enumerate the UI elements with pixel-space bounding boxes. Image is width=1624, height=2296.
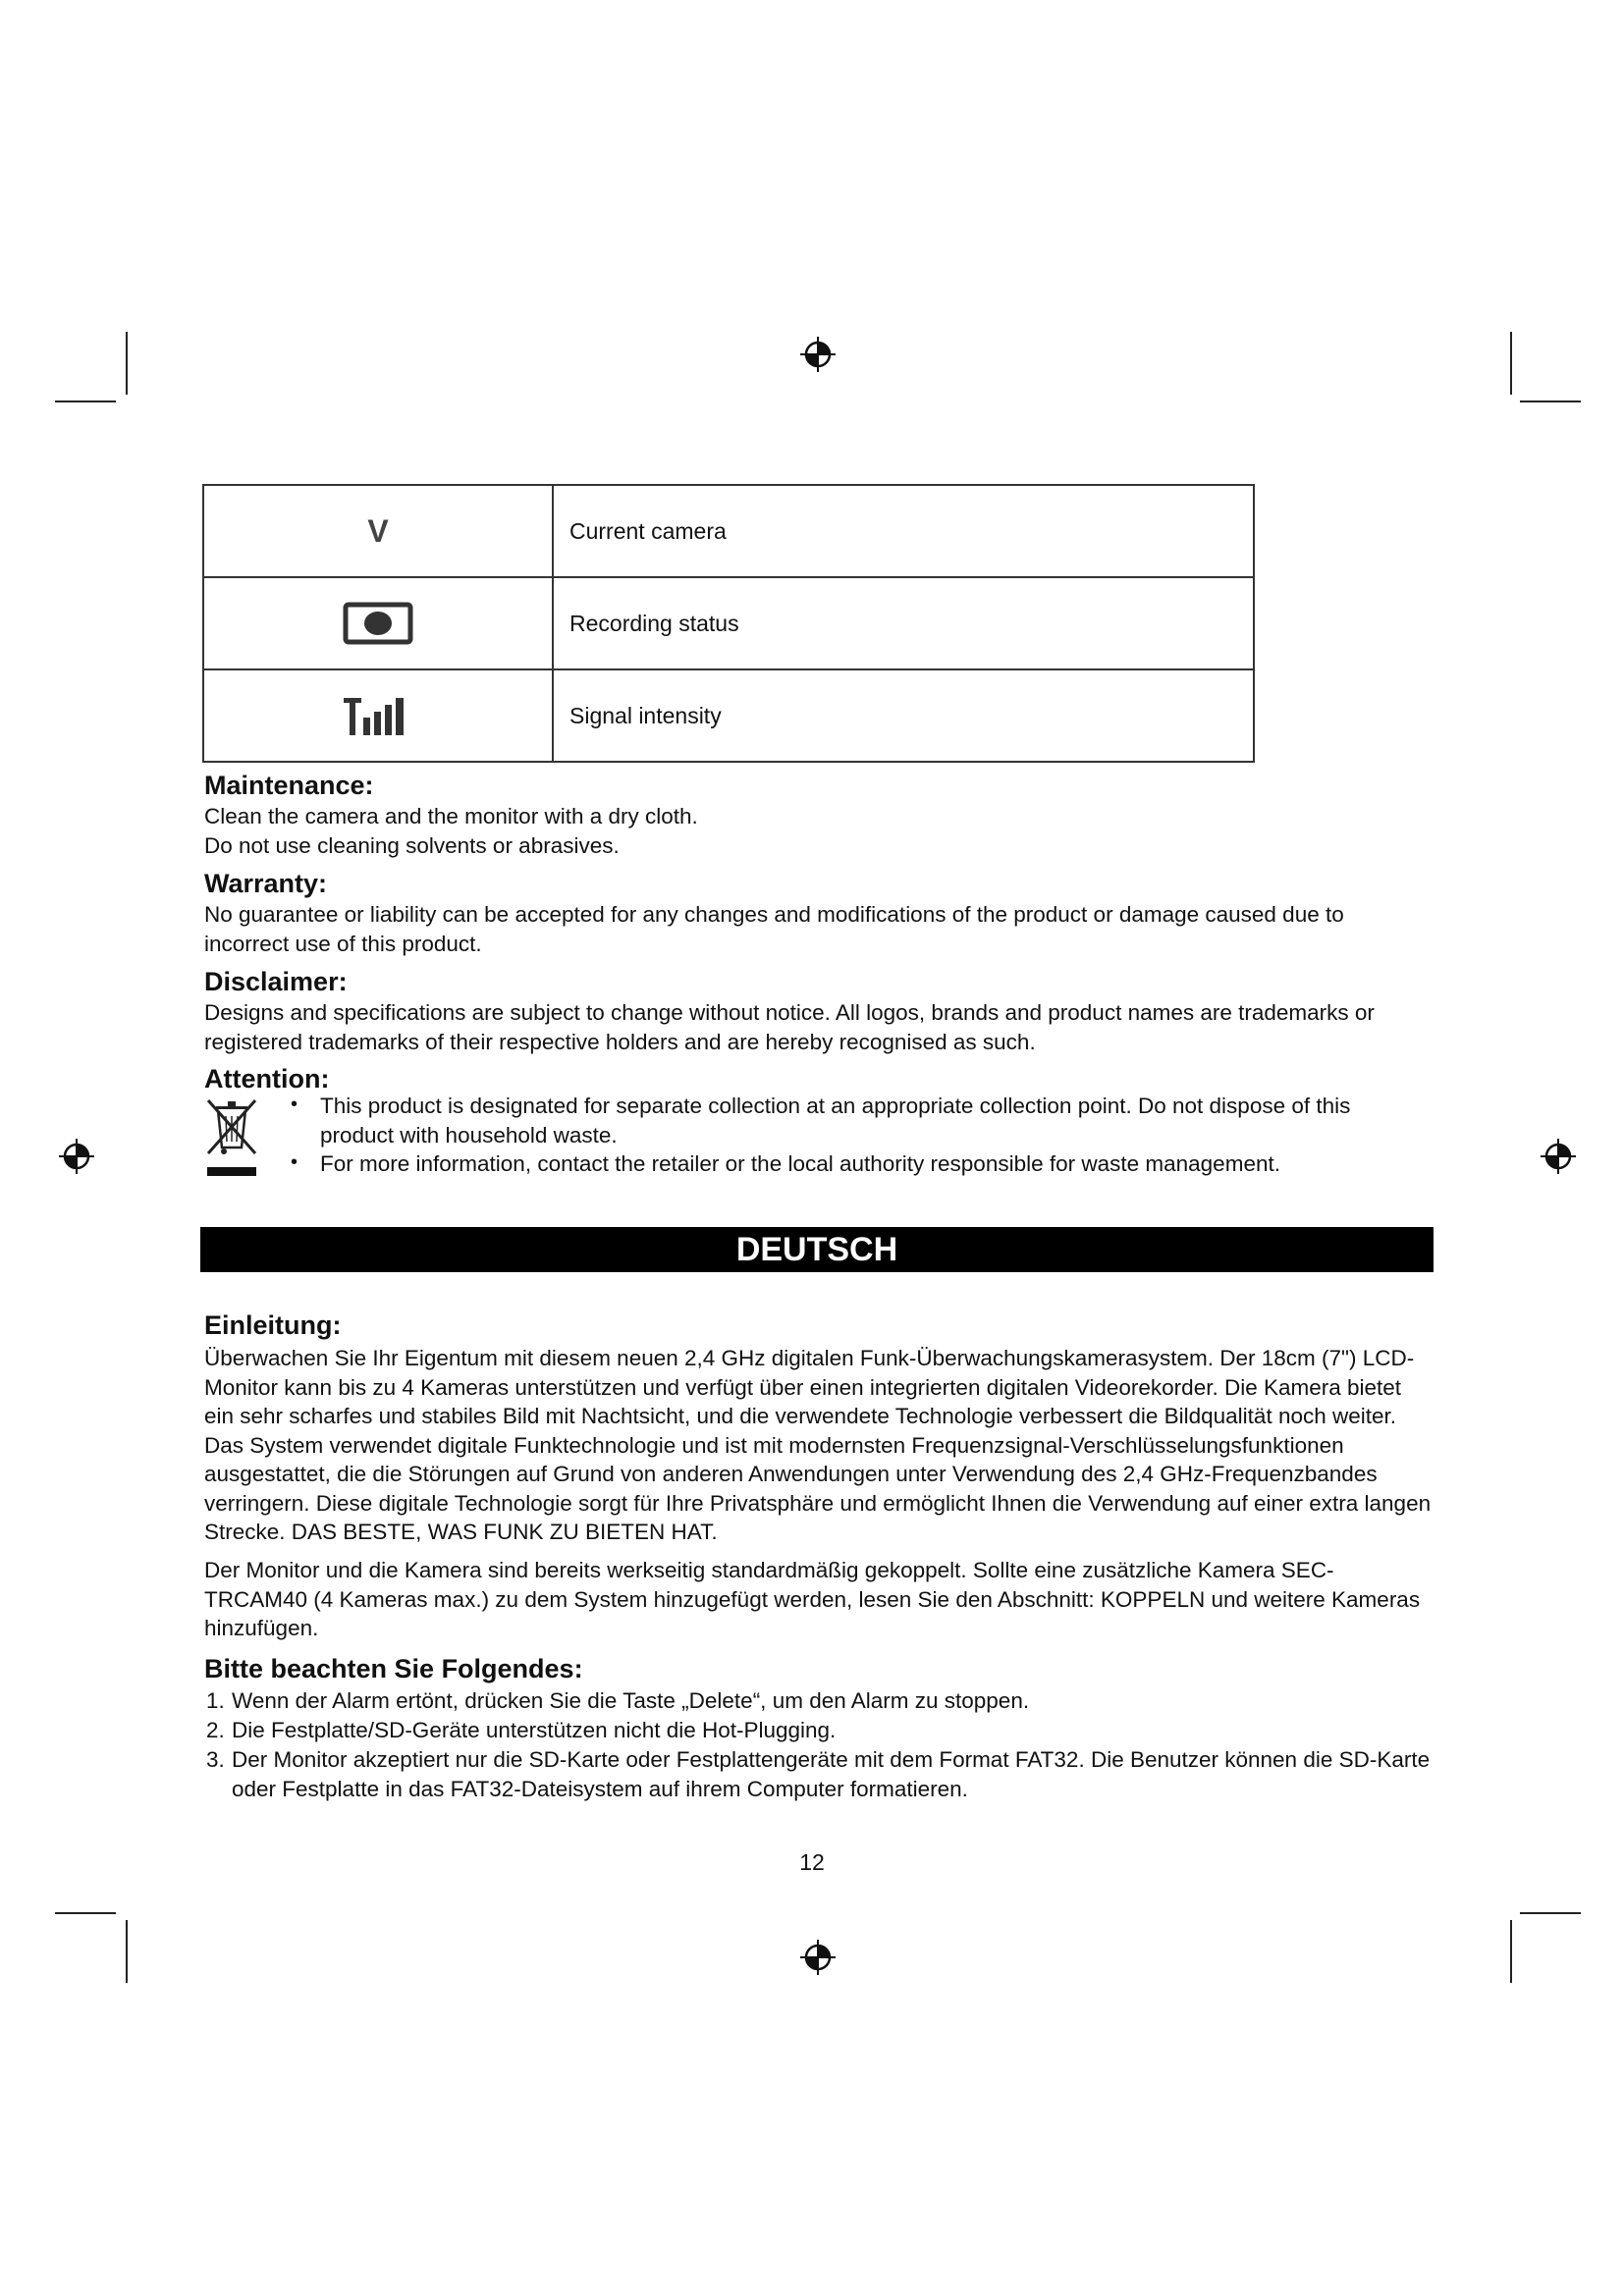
attention-bullet: This product is designated for separate collection at an appropriate collection point. Do not dispose of this product with household waste. (320, 1094, 1351, 1148)
bullet-icon: • (291, 1094, 298, 1115)
list-item: Die Festplatte/SD-Geräte unterstützen nicht die Hot-Plugging. (232, 1718, 837, 1742)
icon-description: Recording status (553, 577, 1254, 669)
registration-mark-icon (798, 1938, 838, 1977)
disclaimer-text: Designs and specifications are subject to change without notice. All logos, brands and product names are trademarks or registered trademarks of their respective holders and are hereby recognised as such. (204, 1000, 1375, 1054)
warranty-text: No guarantee or liability can be accepted for any changes and modifications of the product or damage caused due to incorrect use of this product. (204, 902, 1344, 956)
icon-description: Current camera (553, 485, 1254, 577)
crop-mark (126, 1920, 128, 1983)
list-item: Der Monitor akzeptiert nur die SD-Karte oder Festplattengeräte mit dem Format FAT32. Die Benutzer können die SD-Karte oder Festplatte in das FAT32-Dateisystem auf ihrem Computer formatieren. (232, 1747, 1431, 1801)
table-row (203, 577, 1254, 669)
list-number: 2. (206, 1718, 225, 1742)
crop-mark (1510, 332, 1512, 395)
bullet-icon: • (291, 1151, 298, 1173)
warranty-heading: Warranty: (204, 869, 328, 898)
maintenance-line: Do not use cleaning solvents or abrasives. (204, 833, 620, 858)
einleitung-heading: Einleitung: (204, 1310, 342, 1340)
icon-cell (203, 577, 553, 669)
list-item: Wenn der Alarm ertönt, drücken Sie die Taste „Delete“, um den Alarm zu stoppen. (232, 1688, 1030, 1713)
crop-mark (1510, 1920, 1512, 1983)
section-banner: DEUTSCH (200, 1227, 1434, 1272)
maintenance-heading: Maintenance: (204, 771, 374, 800)
page-number: 12 (799, 1849, 825, 1875)
crop-mark (126, 332, 128, 395)
attention-heading: Attention: (204, 1064, 330, 1094)
registration-mark-icon (1539, 1137, 1578, 1176)
crop-mark (55, 400, 116, 402)
disclaimer-heading: Disclaimer: (204, 967, 348, 996)
attention-bullet: For more information, contact the retailer or the local authority responsible for waste management. (320, 1151, 1280, 1176)
crop-mark (1520, 400, 1581, 402)
camera-v-icon: V (367, 512, 389, 549)
icon-legend-table (202, 484, 1255, 763)
record-icon (343, 602, 413, 645)
weee-bin-icon (204, 1096, 259, 1179)
signal-icon (342, 694, 414, 737)
registration-mark-icon (57, 1137, 96, 1176)
table-row (203, 485, 1254, 577)
list-number: 3. (206, 1747, 225, 1772)
icon-cell (203, 485, 553, 577)
registration-mark-icon (798, 335, 838, 374)
einleitung-paragraph: Der Monitor und die Kamera sind bereits werkseitig standardmäßig gekoppelt. Sollte eine zusätzliche Kamera SEC-TRCAM40 (4 Kameras max.) zu dem System hinzugefügt werden, lesen Sie den Abschnitt: KOPPELN und weitere Kameras hinzufügen. (204, 1558, 1421, 1640)
list-number: 1. (206, 1688, 225, 1713)
icon-description: Signal intensity (553, 669, 1254, 762)
einleitung-paragraph: Überwachen Sie Ihr Eigentum mit diesem neuen 2,4 GHz digitalen Funk-Überwachungskamerasystem. Der 18cm (7") LCD-Monitor kann bis zu 4 Kameras unterstützen und verfügt über einen integrierten digitalen Videorekorder. Die Kamera bietet ein sehr scharfes und stabiles Bild mit Nachtsicht, und die verwendete Technologie verbessert die Bildqualität noch weiter. Das System verwendet digitale Funktechnologie und ist mit modernsten Frequenzsignal-Verschlüsselungsfunktionen ausgestattet, die die Störungen auf Grund von anderen Anwendungen unter Verwendung des 2,4 GHz-Frequenzbandes verringern. Diese digitale Technologie sorgt für Ihre Privatsphäre und ermöglicht Ihnen die Verwendung auf einer extra langen Strecke. DAS BESTE, WAS FUNK ZU BIETEN HAT. (204, 1346, 1432, 1544)
crop-mark (55, 1912, 116, 1914)
table-row (203, 669, 1254, 762)
bitte-heading: Bitte beachten Sie Folgendes: (204, 1654, 583, 1683)
crop-mark (1520, 1912, 1581, 1914)
icon-cell (203, 669, 553, 762)
maintenance-line: Clean the camera and the monitor with a dry cloth. (204, 804, 698, 828)
